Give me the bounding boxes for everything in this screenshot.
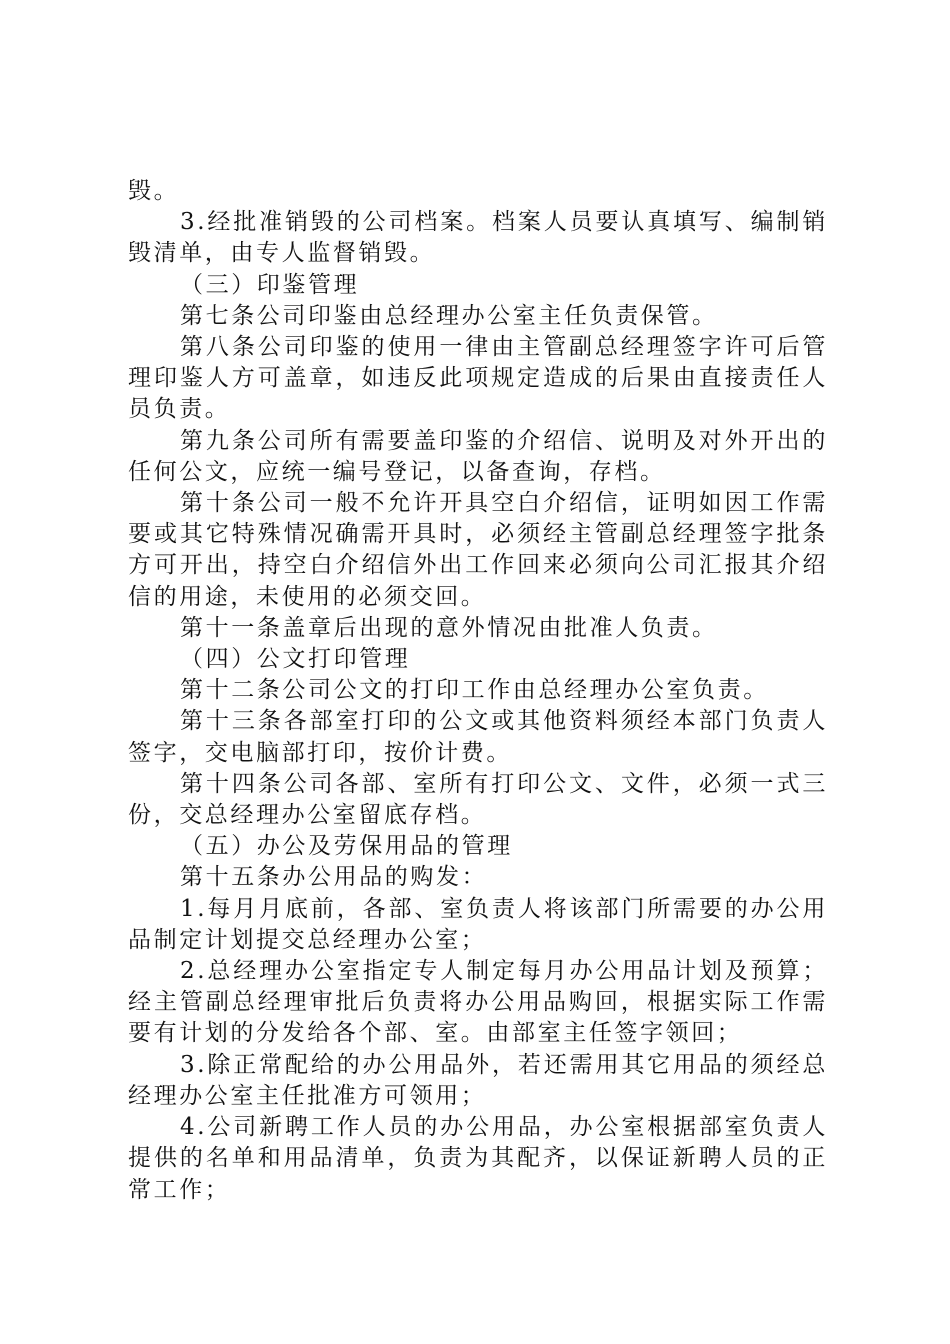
paragraph-2: 3.经批准销毁的公司档案。档案人员要认真填写、编制销毁清单，由专人监督销毁。 — [128, 209, 828, 267]
article-7: 第七条公司印鉴由总经理办公室主任负责保管。 — [180, 302, 718, 329]
article-9: 第九条公司所有需要盖印鉴的介绍信、说明及对外开出的任何公文，应统一编号登记，以备查询，存档。 — [128, 427, 828, 485]
article-12: 第十二条公司公文的打印工作由总经理办公室负责。 — [180, 677, 769, 704]
article-13: 第十三条各部室打印的公文或其他资料须经本部门负责人签字，交电脑部打印，按价计费。 — [128, 708, 828, 766]
list-item-3: 3.除正常配给的办公用品外，若还需用其它用品的须经总经理办公室主任批准方可领用； — [128, 1051, 828, 1109]
article-10: 第十条公司一般不允许开具空白介绍信，证明如因工作需要或其它特殊情况确需开具时，必须经主管副总经理签字批条方可开出，持空白介绍信外出工作回来必须向公司汇报其介绍信的用途，未使用的必须交回。 — [128, 490, 828, 610]
article-8: 第八条公司印鉴的使用一律由主管副总经理签字许可后管理印鉴人方可盖章，如违反此项规定造成的后果由直接责任人员负责。 — [128, 334, 828, 423]
list-item-2: 2.总经理办公室指定专人制定每月办公用品计划及预算；经主管副总经理审批后负责将办公用品购回，根据实际工作需要有计划的分发给各个部、室。由部室主任签字领回； — [128, 958, 828, 1047]
list-item-4: 4.公司新聘工作人员的办公用品，办公室根据部室负责人提供的名单和用品清单，负责为其配齐，以保证新聘人员的正常工作； — [128, 1114, 828, 1203]
article-11: 第十一条盖章后出现的意外情况由批准人负责。 — [180, 614, 718, 641]
paragraph-1: 毁。 — [128, 178, 180, 204]
section-heading-seal-management: （三）印鉴管理 — [180, 271, 360, 298]
article-15: 第十五条办公用品的购发： — [180, 864, 488, 891]
document-body — [128, 176, 828, 1206]
list-item-1: 1.每月月底前，各部、室负责人将该部门所需要的办公用品制定计划提交总经理办公室； — [128, 895, 828, 953]
section-heading-office-supplies: （五）办公及劳保用品的管理 — [180, 833, 513, 860]
article-14: 第十四条公司各部、室所有打印公文、文件，必须一式三份，交总经理办公室留底存档。 — [128, 770, 828, 829]
section-heading-document-printing: （四）公文打印管理 — [180, 646, 411, 673]
